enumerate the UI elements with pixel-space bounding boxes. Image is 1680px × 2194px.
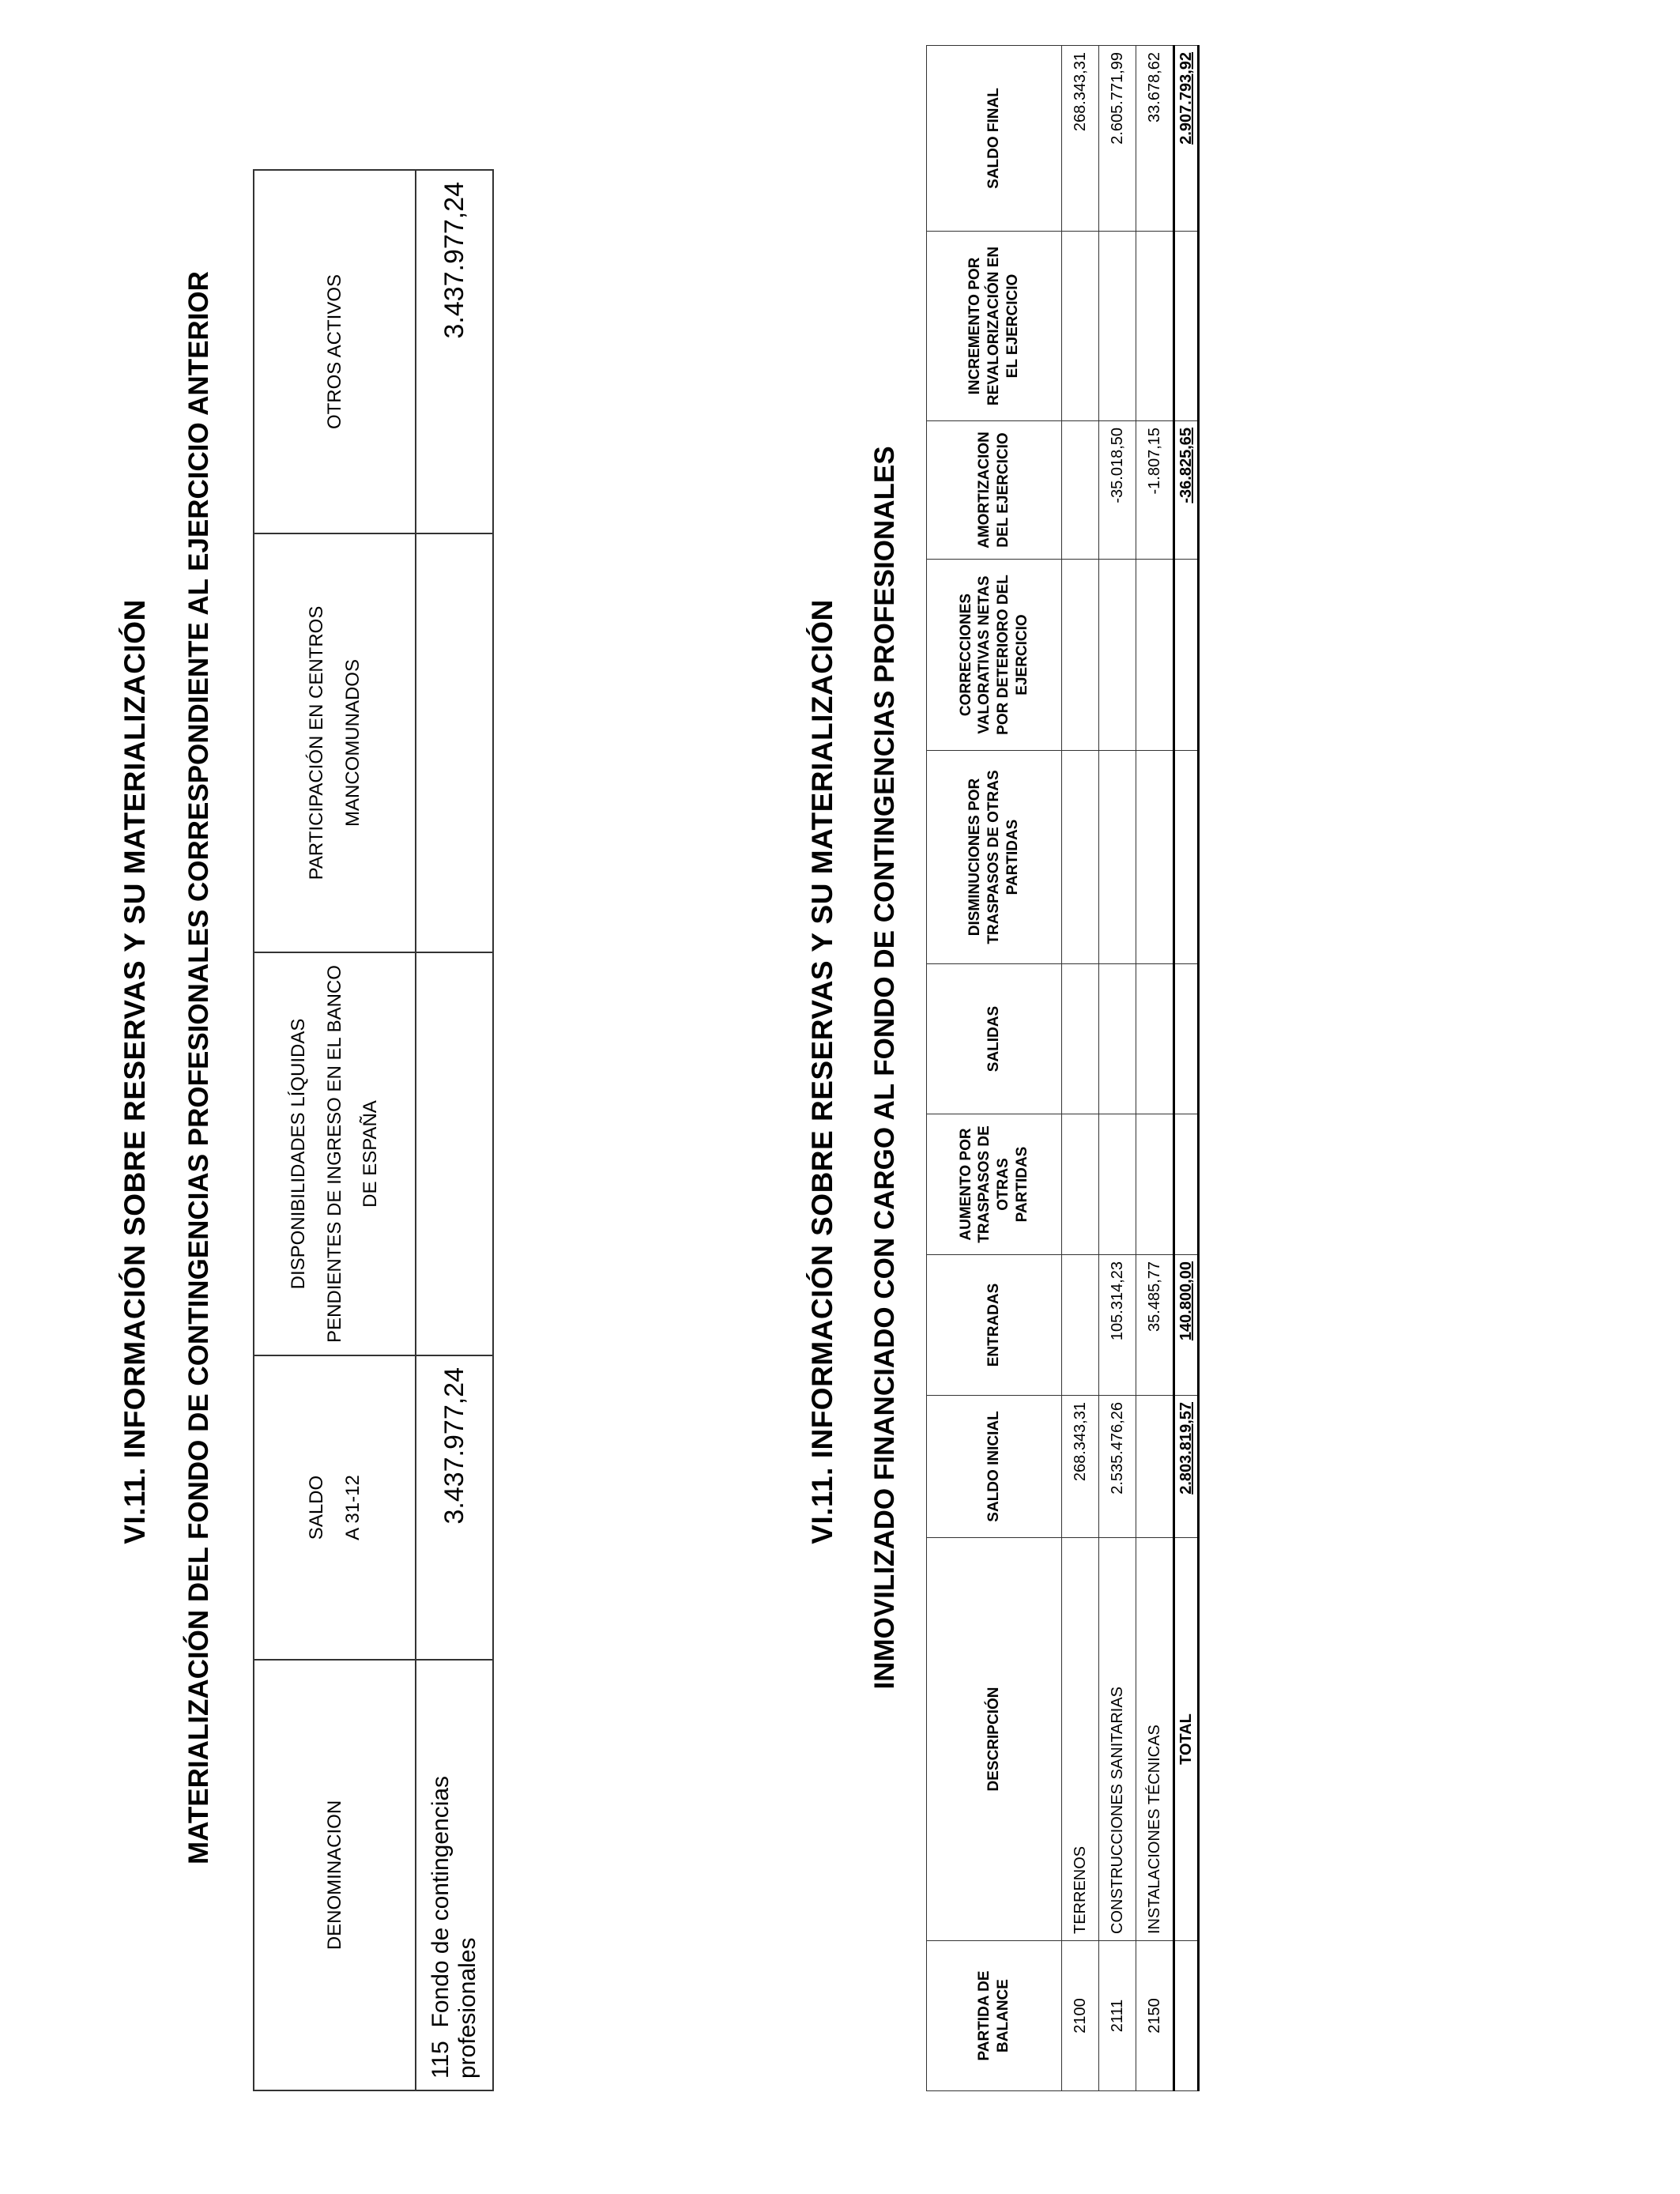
header-aumento: AUMENTO POR TRASPASOS DE OTRAS PARTIDAS <box>927 1114 1062 1255</box>
cell-disminuciones <box>1099 751 1136 964</box>
cell-saldo-final: 33.678,62 <box>1136 46 1174 232</box>
cell-saldo-inicial: 2.535.476,26 <box>1099 1396 1136 1538</box>
cell-descripcion: TERRENOS <box>1062 1538 1099 1941</box>
cell-amortizacion: -35.018,50 <box>1099 421 1136 560</box>
header-saldo-line2: A 31-12 <box>341 1475 363 1540</box>
header-saldo <box>254 1355 416 1660</box>
total-aumento <box>1174 1114 1199 1255</box>
total-incremento <box>1174 232 1199 421</box>
cell-incremento <box>1099 232 1136 421</box>
section1-title: VI.11. INFORMACIÓN SOBRE RESERVAS Y SU MATERIALIZACIÓN <box>119 599 151 1544</box>
cell-saldo: 3.437.977,24 <box>416 1355 493 1660</box>
cell-saldo-inicial <box>1136 1396 1174 1538</box>
cell-partida: 2100 <box>1062 1941 1099 2091</box>
header-saldo-final: SALDO FINAL <box>927 46 1062 232</box>
cell-salidas <box>1062 964 1099 1114</box>
table-row <box>1099 46 1136 2091</box>
cell-salidas <box>1136 964 1174 1114</box>
cell-saldo-final: 268.343,31 <box>1062 46 1099 232</box>
reserves-data-row <box>416 170 493 2090</box>
header-saldo-line1: SALDO <box>305 1475 327 1540</box>
header-otros-activos: OTROS ACTIVOS <box>254 170 416 533</box>
cell-aumento <box>1099 1114 1136 1255</box>
table-row <box>1136 46 1174 2091</box>
cell-saldo-final: 2.605.771,99 <box>1099 46 1136 232</box>
total-saldo-inicial: 2.803.819,57 <box>1174 1396 1199 1538</box>
cell-entradas: 105.314,23 <box>1099 1255 1136 1396</box>
cell-entradas <box>1062 1255 1099 1396</box>
total-row <box>1174 46 1199 2091</box>
header-entradas: ENTRADAS <box>927 1255 1062 1396</box>
cell-amortizacion: -1.807,15 <box>1136 421 1174 560</box>
cell-disminuciones <box>1136 751 1174 964</box>
cell-participacion <box>416 533 493 952</box>
total-label: TOTAL <box>1174 1538 1199 1941</box>
header-partida: PARTIDA DE BALANCE <box>927 1941 1062 2091</box>
total-correcciones <box>1174 560 1199 751</box>
section2-subtitle: INMOVILIZADO FINANCIADO CON CARGO AL FONDO DE CONTINGENCIAS PROFESIONALES <box>869 446 900 1690</box>
cell-partida: 2111 <box>1099 1941 1136 2091</box>
header-denominacion: DENOMINACION <box>254 1660 416 2090</box>
header-saldo-inicial: SALDO INICIAL <box>927 1396 1062 1538</box>
cell-descripcion: CONSTRUCCIONES SANITARIAS <box>1099 1538 1136 1941</box>
inmovilizado-header-row <box>927 46 1062 2091</box>
total-disminuciones <box>1174 751 1199 964</box>
cell-entradas: 35.485,77 <box>1136 1255 1174 1396</box>
cell-disminuciones <box>1062 751 1099 964</box>
cell-incremento <box>1136 232 1174 421</box>
cell-correcciones <box>1099 560 1136 751</box>
total-amortizacion: -36.825,65 <box>1174 421 1199 560</box>
header-disminuciones: DISMINUCIONES POR TRASPASOS DE OTRAS PARTIDAS <box>927 751 1062 964</box>
cell-salidas <box>1099 964 1136 1114</box>
reserves-table <box>253 0 490 2091</box>
header-participacion: PARTICIPACIÓN EN CENTROS MANCOMUNADOS <box>254 533 416 952</box>
cell-partida: 2150 <box>1136 1941 1174 2091</box>
table-row <box>1062 46 1099 2091</box>
cell-incremento <box>1062 232 1099 421</box>
cell-denominacion <box>416 1660 493 2090</box>
total-partida <box>1174 1941 1199 2091</box>
cell-correcciones <box>1136 560 1174 751</box>
section2-title: VI.11. INFORMACIÓN SOBRE RESERVAS Y SU MATERIALIZACIÓN <box>806 599 838 1544</box>
header-descripcion: DESCRIPCIÓN <box>927 1538 1062 1941</box>
total-salidas <box>1174 964 1199 1114</box>
cell-name: Fondo de contingencias profesionales <box>428 1775 480 2079</box>
cell-otros-activos: 3.437.977,24 <box>416 170 493 533</box>
cell-amortizacion <box>1062 421 1099 560</box>
reserves-header-row <box>254 170 416 2090</box>
cell-saldo-inicial: 268.343,31 <box>1062 1396 1099 1538</box>
cell-disponibilidades <box>416 952 493 1355</box>
total-saldo-final: 2.907.793,92 <box>1174 46 1199 232</box>
cell-aumento <box>1062 1114 1099 1255</box>
header-incremento: INCREMENTO POR REVALORIZACIÓN EN EL EJERCICIO <box>927 232 1062 421</box>
cell-correcciones <box>1062 560 1099 751</box>
inmovilizado-table <box>926 45 1200 2091</box>
section1-subtitle: MATERIALIZACIÓN DEL FONDO DE CONTINGENCIAS PROFESIONALES CORRESPONDIENTE AL EJERCICIO ANTERIOR <box>183 271 214 1864</box>
header-amortizacion: AMORTIZACION DEL EJERCICIO <box>927 421 1062 560</box>
cell-descripcion: INSTALACIONES TÉCNICAS <box>1136 1538 1174 1941</box>
total-entradas: 140.800,00 <box>1174 1255 1199 1396</box>
cell-code: 115 <box>428 2041 454 2079</box>
header-disponibilidades: DISPONIBILIDADES LÍQUIDAS PENDIENTES DE INGRESO EN EL BANCO DE ESPAÑA <box>254 952 416 1355</box>
header-salidas: SALIDAS <box>927 964 1062 1114</box>
header-correcciones: CORRECCIONES VALORATIVAS NETAS POR DETERIORO DEL EJERCICIO <box>927 560 1062 751</box>
cell-aumento <box>1136 1114 1174 1255</box>
